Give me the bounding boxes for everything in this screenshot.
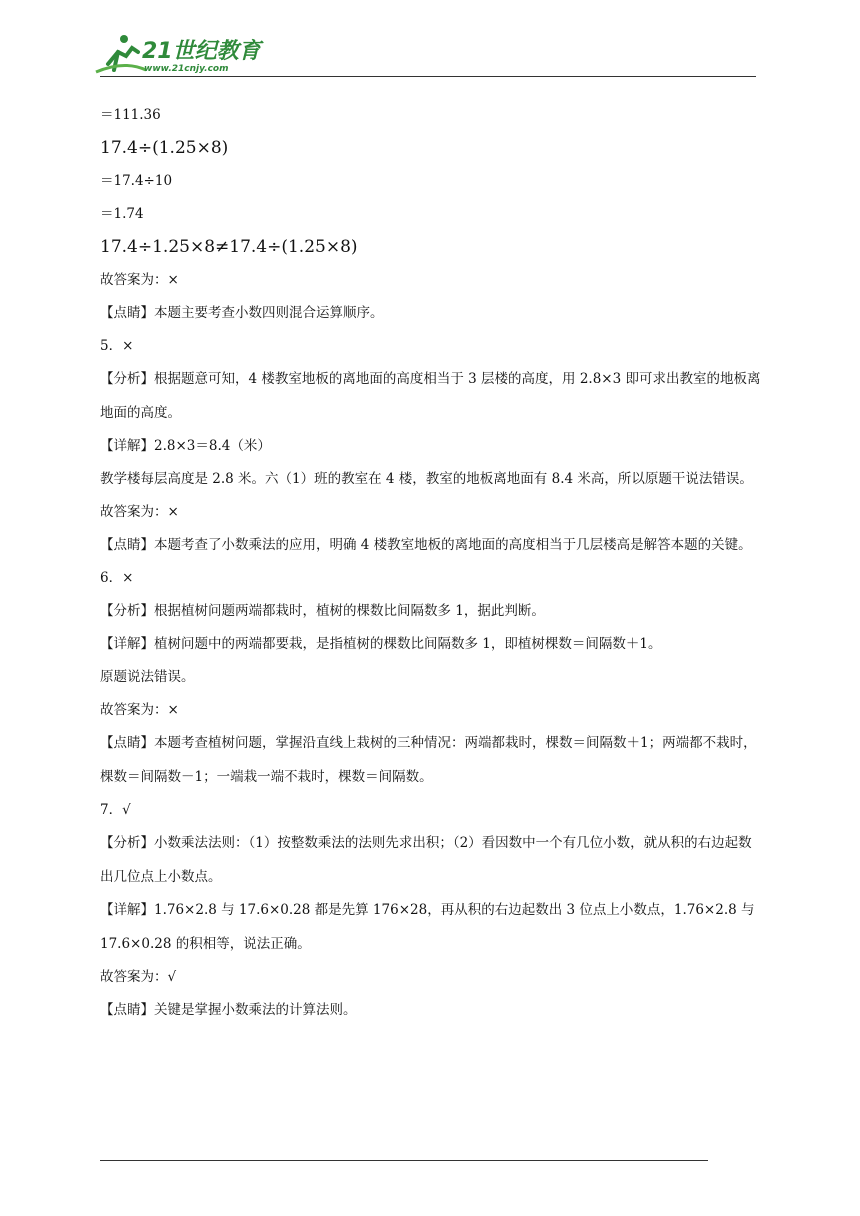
text-line: ＝17.4÷10 xyxy=(100,173,173,189)
detail-line: 【详解】2.8×3＝8.4（米） xyxy=(100,438,271,454)
comment-paragraph: 【点睛】本题考查植树问题，掌握沿直线上栽树的三种情况：两端都栽时，棵数＝间隔数＋1；两端都不栽时，棵数＝间隔数－1；一端栽一端不栽时，棵数＝间隔数。 xyxy=(100,735,757,785)
text-paragraph: 教学楼每层高度是 2.8 米。六（1）班的教室在 4 楼，教室的地板离地面有 8.4 米高，所以原题干说法错误。 xyxy=(100,471,753,487)
logo-url-text: www.21cnjy.com xyxy=(144,64,229,74)
logo-main-text: 21世纪教育 xyxy=(142,39,261,64)
question-number: 6．× xyxy=(100,570,134,586)
analysis-paragraph: 【分析】小数乘法法则：（1）按整数乘法的法则先求出积；（2）看因数中一个有几位小数，就从积的右边起数出几位点上小数点。 xyxy=(100,835,752,885)
formula-line: 17.4÷(1.25×8) xyxy=(100,138,229,158)
answer-line: 故答案为：√ xyxy=(100,969,177,985)
page-header xyxy=(0,0,860,90)
footer-divider xyxy=(100,1160,708,1161)
text-line: ＝111.36 xyxy=(100,107,161,123)
document-body xyxy=(100,104,764,1032)
analysis-line: 【分析】根据植树问题两端都栽时，植树的棵数比间隔数多 1，据此判断。 xyxy=(100,603,545,619)
text-line: ＝1.74 xyxy=(100,206,144,222)
logo xyxy=(94,30,264,78)
question-number: 5．× xyxy=(100,338,134,354)
comment-paragraph: 【点睛】本题考查了小数乘法的应用，明确 4 楼教室地板的离地面的高度相当于几层楼高是解答本题的关键。 xyxy=(100,537,752,553)
comment-line: 【点睛】关键是掌握小数乘法的计算法则。 xyxy=(100,1002,357,1018)
formula-line: 17.4÷1.25×8≠17.4÷(1.25×8) xyxy=(100,237,358,257)
comment-line: 【点睛】本题主要考查小数四则混合运算顺序。 xyxy=(100,305,384,321)
runner-icon xyxy=(94,30,264,78)
analysis-paragraph: 【分析】根据题意可知，4 楼教室地板的离地面的高度相当于 3 层楼的高度，用 2.8×3 即可求出教室的地板离地面的高度。 xyxy=(100,371,761,421)
question-number: 7．√ xyxy=(100,802,131,818)
answer-line: 故答案为：× xyxy=(100,272,179,288)
text-line: 原题说法错误。 xyxy=(100,669,195,685)
answer-line: 故答案为：× xyxy=(100,702,179,718)
answer-line: 故答案为：× xyxy=(100,504,179,520)
header-divider xyxy=(100,76,756,77)
detail-paragraph: 【详解】1.76×2.8 与 17.6×0.28 都是先算 176×28，再从积的右边起数出 3 位点上小数点，1.76×2.8 与 17.6×0.28 的积相等，说法正确。 xyxy=(100,902,755,952)
detail-line: 【详解】植树问题中的两端都要栽，是指植树的棵数比间隔数多 1，即植树棵数＝间隔数＋1。 xyxy=(100,636,662,652)
